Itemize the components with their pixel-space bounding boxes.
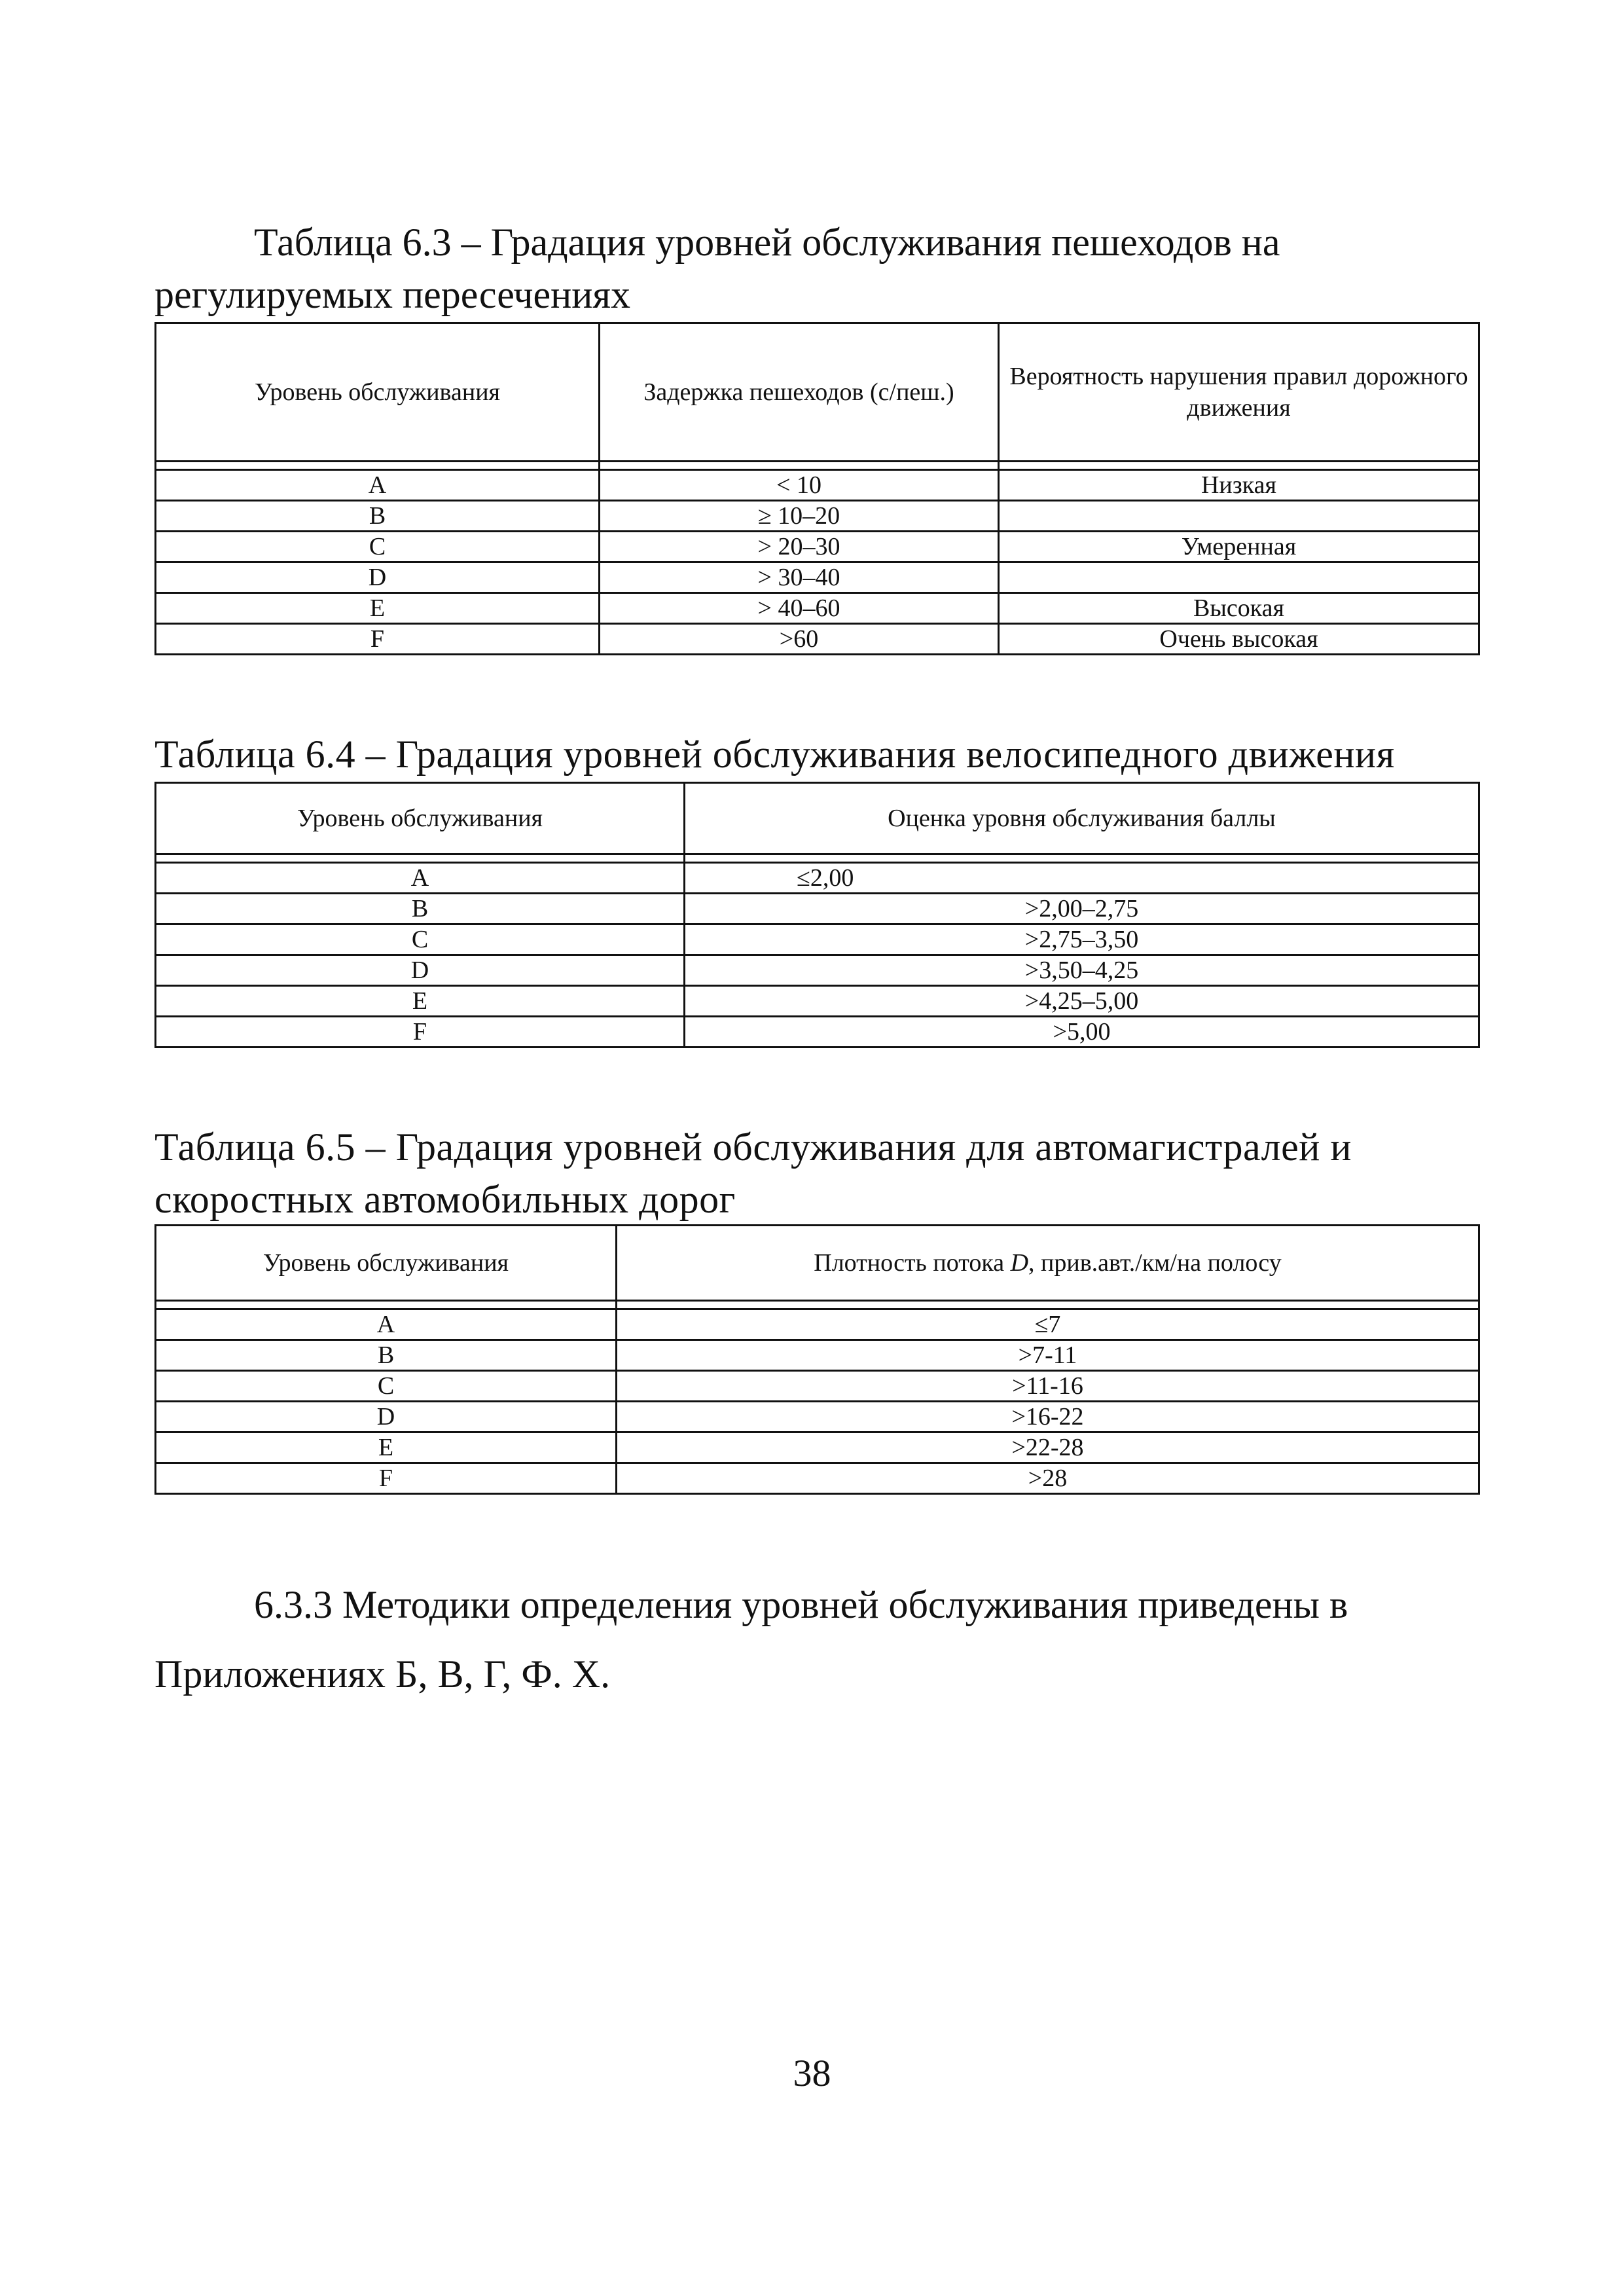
density-symbol: D [1010, 1249, 1029, 1277]
table-cell: Высокая [999, 593, 1479, 624]
table-cell: E [156, 593, 600, 624]
table-cell: >7-11 [617, 1340, 1479, 1371]
table-cell: D [156, 562, 600, 593]
table-row [156, 955, 1479, 986]
table-6-3-caption-line2: регулируемых пересечениях [154, 273, 630, 316]
table-cell: E [156, 986, 685, 1017]
table-cell: B [156, 1340, 617, 1371]
table-cell: >3,50–4,25 [685, 955, 1479, 986]
table-cell: >16-22 [617, 1402, 1479, 1432]
table-row [156, 593, 1479, 624]
table-cell: > 30–40 [600, 562, 999, 593]
table-row [156, 1463, 1479, 1494]
table-6-5 [154, 1224, 1480, 1495]
table-cell: Умеренная [999, 532, 1479, 562]
table-row [156, 1017, 1479, 1048]
table-row [156, 1432, 1479, 1463]
table-cell: Очень высокая [999, 624, 1479, 655]
table-row [156, 1309, 1479, 1340]
table-cell: < 10 [600, 470, 999, 501]
table-cell: >22-28 [617, 1432, 1479, 1463]
table-row [156, 532, 1479, 562]
table-cell: ≤2,00 [685, 863, 1479, 894]
table-6-5-caption-line1: Таблица 6.5 – Градация уровней обслуживания для автомагистралей и [154, 1125, 1352, 1169]
table-cell: E [156, 1432, 617, 1463]
table-6-3-header-level: Уровень обслуживания [156, 323, 600, 462]
table-cell: >5,00 [685, 1017, 1479, 1048]
table-cell: B [156, 894, 685, 924]
table-cell: F [156, 1017, 685, 1048]
table-row [156, 562, 1479, 593]
paragraph-line2: Приложениях Б, В, Г, Ф. Х. [154, 1652, 611, 1696]
table-row [156, 863, 1479, 894]
table-cell [999, 501, 1479, 532]
table-cell: A [156, 470, 600, 501]
table-row [156, 1371, 1479, 1402]
table-6-3-caption [154, 216, 1477, 321]
table-cell [999, 562, 1479, 593]
table-cell: > 20–30 [600, 532, 999, 562]
page-number: 38 [793, 2052, 831, 2094]
table-row [156, 894, 1479, 924]
density-label: Плотность потока [814, 1249, 1005, 1277]
table-6-5-header-density [617, 1226, 1479, 1301]
density-unit: , прив.авт./км/на полосу [1028, 1249, 1282, 1277]
table-row [156, 1340, 1479, 1371]
table-row [156, 624, 1479, 655]
table-cell: D [156, 1402, 617, 1432]
table-cell: ≤7 [617, 1309, 1479, 1340]
table-6-5-header-level: Уровень обслуживания [156, 1226, 617, 1301]
paragraph-line1: 6.3.3 Методики определения уровней обслуживания приведены в [254, 1583, 1348, 1626]
paragraph-6-3-3 [154, 1570, 1477, 1709]
table-row [156, 1402, 1479, 1432]
table-cell: F [156, 624, 600, 655]
table-cell: Низкая [999, 470, 1479, 501]
table-6-3 [154, 322, 1480, 655]
table-row [156, 470, 1479, 501]
table-cell: ≥ 10–20 [600, 501, 999, 532]
table-6-4-header-level: Уровень обслуживания [156, 783, 685, 854]
table-row [156, 924, 1479, 955]
table-cell: A [156, 1309, 617, 1340]
table-cell: A [156, 863, 685, 894]
table-6-4-caption: Таблица 6.4 – Градация уровней обслуживания велосипедного движения [154, 733, 1395, 776]
table-cell: >28 [617, 1463, 1479, 1494]
table-cell: >2,00–2,75 [685, 894, 1479, 924]
table-cell: C [156, 1371, 617, 1402]
table-cell: >60 [600, 624, 999, 655]
table-6-3-header-violation: Вероятность нарушения правил дорожного движения [999, 323, 1479, 462]
table-cell: >2,75–3,50 [685, 924, 1479, 955]
table-cell: C [156, 924, 685, 955]
table-6-3-caption-line1: Таблица 6.3 – Градация уровней обслуживания пешеходов на [254, 221, 1280, 264]
table-row [156, 986, 1479, 1017]
table-cell: >11-16 [617, 1371, 1479, 1402]
table-cell: > 40–60 [600, 593, 999, 624]
table-6-3-header-delay: Задержка пешеходов (с/пеш.) [600, 323, 999, 462]
table-cell: B [156, 501, 600, 532]
table-6-4-header-score: Оценка уровня обслуживания баллы [685, 783, 1479, 854]
table-row [156, 501, 1479, 532]
table-6-5-caption [154, 1121, 1477, 1226]
table-cell: >4,25–5,00 [685, 986, 1479, 1017]
table-6-4 [154, 782, 1480, 1048]
table-cell: D [156, 955, 685, 986]
table-cell: F [156, 1463, 617, 1494]
table-6-5-caption-line2: скоростных автомобильных дорог [154, 1178, 736, 1221]
table-cell: C [156, 532, 600, 562]
